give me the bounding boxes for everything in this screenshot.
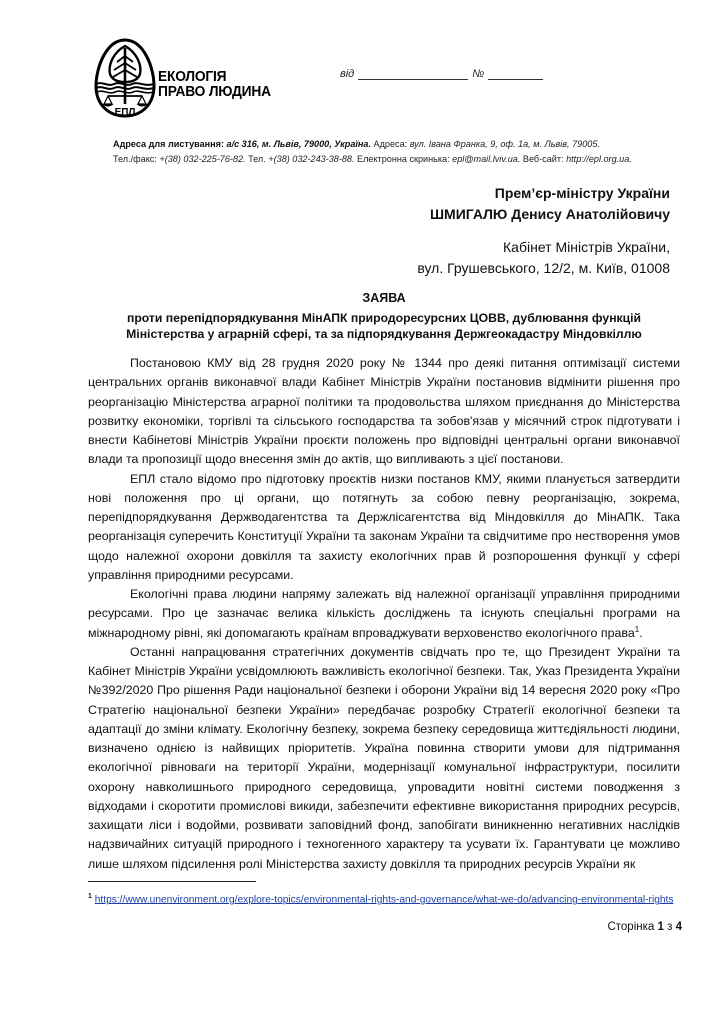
phone-label: Тел. (248, 153, 266, 164)
phonefax-value: +(38) 032-225-76-82. (159, 153, 246, 164)
phone-value: +(38) 032-243-38-88. (268, 153, 355, 164)
footnote-link[interactable]: https://www.unenvironment.org/explore-topics/environmental-rights-and-governance/what-we-do/advancing-environmental-rights (94, 894, 674, 906)
footnote (88, 889, 688, 908)
web-label: Веб-сайт: (522, 153, 564, 164)
web-value: http://epl.org.ua. (566, 153, 632, 164)
addr-value: вул. Івана Франка, 9, оф. 1а, м. Львів, 79005. (409, 139, 600, 149)
page-label: Сторінка (607, 921, 655, 933)
svg-text:ЕПЛ: ЕПЛ (114, 107, 136, 118)
footnote-marker: 1 (88, 893, 92, 900)
org-name-line2: ПРАВО ЛЮДИНА (158, 84, 271, 100)
org-name-line1: ЕКОЛОГІЯ (158, 69, 227, 85)
body-paragraph: Екологічні права людини напряму залежать від належної організації управління природними ресурсами. Про це зазначає велика кількість досліджень та існують спеціальні програми на міжнародному рівні, які допомагають країнам впроваджувати верховенство екологічного права$^1$. (88, 587, 680, 640)
recipient-name: ШМИГАЛЮ Денису Анатолійовичу (429, 206, 670, 222)
mail-label: Адреса для листування: (113, 139, 224, 149)
footnote-reference[interactable]: 1 (634, 624, 640, 634)
outgoing-reference (340, 68, 543, 80)
recipient-organization: Кабінет Міністрів України, (503, 239, 670, 255)
document-body (88, 354, 680, 874)
page-number (607, 921, 682, 933)
ref-number-blank (488, 69, 543, 80)
body-paragraph: Постановою КМУ від 28 грудня 2020 року № 1344 про деякі питання оптимізації системи центральних органів виконавчої влади Кабінет Міністрів України постановив відмінити рішення про реорганізацію Міністерства аграрної політики та продовольства шляхом приєднання до Міністерства розвитку економіки, торгівлі та сільського господарства та зобов'язав у місячний строк підготувати і внести Кабінетові Міністрів України проєкти положень про відповідні центральні органи виконавчої влади та пропозиції щодо внесення змін до актів, що випливають з цієї постанови. (88, 356, 680, 467)
organization-logo (92, 38, 158, 118)
recipient-address: вул. Грушевського, 12/2, м. Київ, 01008 (417, 260, 670, 276)
document-subtitle-line2: Міністерства у аграрній сфері, та за підпорядкування Держгеокадастру Міндовкіллю (126, 327, 642, 341)
body-paragraph: Останні напрацювання стратегічних документів свідчать про те, що Президент України та Кабінет Міністрів України усвідомлюють важливість екологічної безпеки. Так, Указ Президента України №392/2020 Про рішення Ради національної безпеки і оборони України від 14 вересня 2020 року «Про Стратегію національної безпеки України» передбачає розробку Стратегії екологічної безпеки та адаптації до зміни клімату. Екологічну безпеку, зокрема безпеку середовища життєдіяльності людини, визначено однією із найвищих пріоритетів. Україна повинна створити умови для підтримання екологічної рівноваги на території України, модернізації комунальної інфраструктури, посилити охорону навколишнього природного середовища, упровадити новітні системи поводження з відходами і скоротити промислові викиди, забезпечити ефективне використання природних ресурсів, захищати ліси і водойми, розвивати заповідний фонд, запобігати виникненню негативних наслідків надзвичайних ситуацій природного і техногенного характеру та усувати їх. Гарантувати це можливо лише шляхом підсилення ролі Міністерства захисту довкілля та природних ресурсів України як (88, 644, 680, 871)
mail-value: а/с 316, м. Львів, 79000, Україна. (226, 139, 371, 149)
document-title-block (88, 290, 680, 342)
body-paragraph: ЕПЛ стало відомо про підготовку проєктів низки постанов КМУ, якими планується затвердити нові положення про ці органи, що потягнуть за собою певну реорганізацію, зокрема, перепідпорядкування Держводагентства та Держлісагентства від Міндовкілля до МінАПК. Така реорганізація суперечить Конституції України та законам України та свідчитиме про нестворення умов щодо належної охорони довкілля та захисту екологічних прав й розпорошення функції у сфері управління природними ресурсами. (88, 471, 680, 582)
ref-number-label: № (472, 68, 485, 80)
contact-address-block (113, 137, 632, 166)
ref-date-label: від (340, 68, 355, 80)
page-total: 4 (675, 921, 682, 933)
organization-name (158, 70, 271, 100)
email-label: Електронна скринька: (357, 153, 450, 164)
document-subtitle-line1: проти перепідпорядкування МінАПК природоресурсних ЦОВВ, дублювання функцій (126, 311, 642, 325)
recipient-position: Прем’єр-міністру України (494, 185, 670, 201)
addr-label: Адреса: (373, 139, 408, 149)
document-title: ЗАЯВА (362, 291, 406, 305)
ref-date-blank (358, 69, 468, 80)
footnote-separator (88, 881, 256, 882)
epl-tree-scales-logo-icon (92, 38, 158, 118)
phonefax-label: Тел./факс: (113, 153, 157, 164)
address-line-2 (113, 152, 632, 167)
page-current: 1 (657, 921, 664, 933)
address-line-1 (113, 137, 632, 152)
recipient-block (417, 183, 670, 279)
page-of-label: з (667, 921, 673, 933)
email-value: epl@mail.lviv.ua. (452, 153, 521, 164)
